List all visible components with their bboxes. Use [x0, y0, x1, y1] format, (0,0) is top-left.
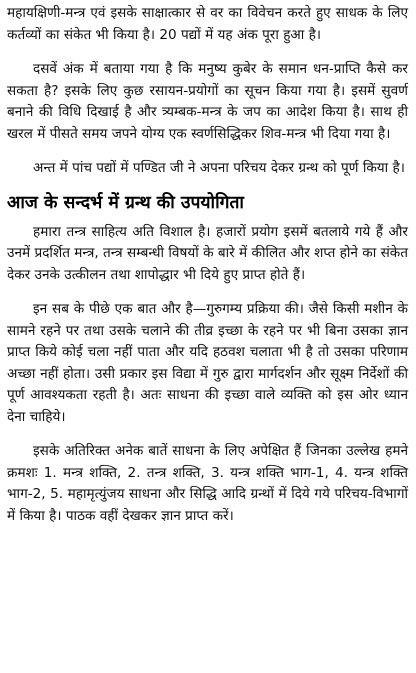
paragraph-tantra-literature: हमारा तन्त्र साहित्य अति विशाल है। हजारों प्रयोग इसमें बतलाये गये हैं और उनमें प्रदर्शित मन्त्र, तन्त्र सम्बन्धी विषयों के बारे में कीलित और शप्त होने का संकेत देकर उनके उत्कीलन तथा शापोद्धार भी दिये हुए प्राप्त होते हैं।	[7, 223, 408, 283]
paragraph-other-books: इसके अतिरिक्त अनेक बातें साधना के लिए अपेक्षित हैं जिनका उल्लेख हमने क्रमशः 1. मन्त्र शक्ति, 2. तन्त्र शक्ति, 3. यन्त्र शक्ति भाग-1, 4. यन्त्र शक्ति भाग-2, 5. महामृत्युंजय साधना और सिद्धि आदि ग्रन्थों में दिये गये परिचय-विभागों में किया है। पाठक वहीं देखकर ज्ञान प्राप्त करें।	[7, 443, 408, 524]
paragraph-guru-process: इन सब के पीछे एक बात और है—गुरुगम्य प्रक्रिया की। जैसे किसी मशीन के सामने रहने पर तथा उसके चलाने की तीव्र इच्छा के रहने पर भी बिना उसका ज्ञान प्राप्त किये कोई चला नहीं पाता और यदि हठवश चलाता भी है तो उसका परिणाम अच्छा नहीं होता। उसी प्रकार इस विद्या में गुरु द्वारा मार्गदर्शन और सूक्ष्म निर्देशों की पूर्ण आवश्यकता रहती है। अतः साधना की इच्छा वाले व्यक्ति को इस ओर ध्यान देना चाहिये।	[7, 301, 408, 425]
section-heading: आज के सन्दर्भ में ग्रन्थ की उपयोगिता	[7, 192, 244, 213]
paragraph-mahayakshini: महायक्षिणी-मन्त्र एवं इसके साक्षात्कार से वर का विवेचन करते हुए साधक के लिए कर्तव्यों का संकेत भी किया है। 20 पद्यों में यह अंक पूरा हुआ है।	[7, 5, 408, 43]
paragraph-conclusion: अन्त में पांच पद्यों में पण्डित जी ने अपना परिचय देकर ग्रन्थ को पूर्ण किया है।	[33, 160, 405, 176]
paragraph-tenth-chapter: दसवें अंक में बताया गया है कि मनुष्य कुबेर के समान धन-प्राप्ति कैसे कर सकता है? इसके लिए कुछ रसायन-प्रयोगों का सूचन किया गया है। इसमें सुवर्ण बनाने की विधि दिखाई है और त्र्यम्बक-मन्त्र के जप का आदेश किया है। साथ ही खरल में पीसते समय जपने योग्य एक स्वर्णसिद्धिकर शिव-मन्त्र भी दिया गया है।	[7, 61, 408, 142]
